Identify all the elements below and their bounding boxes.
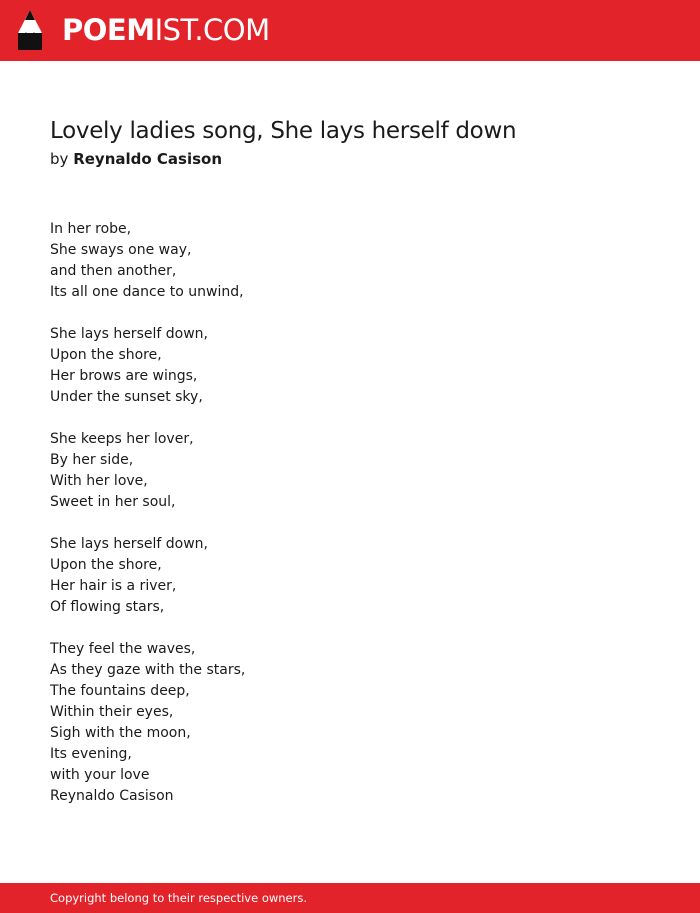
poem-line: Its all one dance to unwind, [50,284,244,300]
poem-line: Its evening, [50,746,132,762]
poem-line: She lays herself down, [50,326,208,342]
poem-line: In her robe, [50,221,132,237]
poem-title: Lovely ladies song, She lays herself down [50,118,517,144]
site-footer [0,883,700,913]
poem-line: Under the sunset sky, [50,389,203,405]
poem-line: She sways one way, [50,242,192,258]
poem-byline [50,149,222,169]
poem-body [50,219,650,807]
poem-line: By her side, [50,452,134,468]
poem-stanza [50,534,650,618]
poem-line: Reynaldo Casison [50,788,174,804]
pencil-tip-icon [17,9,43,51]
poem-line: Within their eyes, [50,704,174,720]
poem-line: Her hair is a river, [50,578,177,594]
poem-author: Reynaldo Casison [73,150,223,168]
poem-line: Upon the shore, [50,347,162,363]
site-header [0,0,700,61]
poem-line: Sigh with the moon, [50,725,191,741]
logo-bold-text: POEM [62,13,155,47]
poem-line: The fountains deep, [50,683,190,699]
poem-line: She lays herself down, [50,536,208,552]
poem-stanza [50,429,650,513]
poem-line: They feel the waves, [50,641,196,657]
poem-line: with your love [50,767,150,783]
poem-line: She keeps her lover, [50,431,194,447]
poem-line: Of flowing stars, [50,599,165,615]
logo-light-text: IST.COM [154,13,270,47]
poem-stanza [50,639,650,807]
poem-line: and then another, [50,263,177,279]
poem-line: Sweet in her soul, [50,494,176,510]
poem-line: With her love, [50,473,148,489]
copyright-text: Copyright belong to their respective owners. [50,891,308,905]
by-label: by [50,150,69,168]
poem-line: Her brows are wings, [50,368,198,384]
site-logo[interactable] [62,12,270,48]
poem-line: Upon the shore, [50,557,162,573]
poem-stanza [50,219,650,303]
poem-line: As they gaze with the stars, [50,662,246,678]
poem-stanza [50,324,650,408]
